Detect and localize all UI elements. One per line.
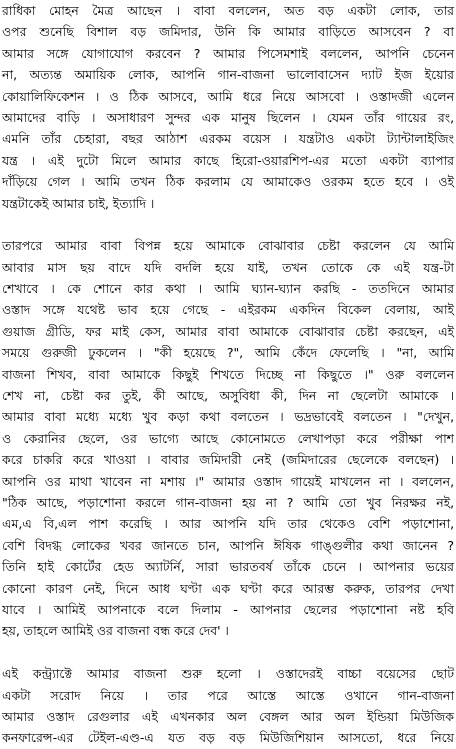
text-line: বাজনা শিখব, বাবা আমাকে কিছুই শিখতে দিচ্ছে না কিছুতে ।" ওরু বললেন bbox=[2, 366, 454, 382]
text-line: আপনি ওর মাথা খাবেন না মশায় ।" আমার ওস্তাদ গায়েই মাখলেন না । বললেন, bbox=[2, 473, 454, 489]
text-line: একটা সরোদ নিয়ে । তার পরে আস্তে আস্তে ওখানে গান-বাজনা bbox=[2, 687, 454, 703]
text-line: কনফারেন্স-এর টেইল-এণ্ড-এ যত বড় বড় মিউজিশিয়ান আসতো, ধরে নিয়ে bbox=[2, 730, 454, 746]
paragraph-1 bbox=[2, 0, 454, 214]
text-line: তারপরে আমার বাবা বিপন্ন হয়ে আমাকে বোঝাবার চেষ্টা করলেন যে আমি bbox=[2, 238, 454, 254]
text-line: আমাদের বাড়ি । অসাধারণ সুন্দর এক মানুষ ছিলেন । যেমন তাঁর গায়ের রং, bbox=[2, 109, 454, 125]
document-page bbox=[2, 0, 454, 746]
text-line: ও কেরানির ছেলে, ওর ভাগ্যে আছে কোনোমতে লেখাপড়া করে পরীক্ষা পাশ bbox=[2, 430, 454, 446]
text-line: যন্ত্রটাকেই আমার চাই, ইত্যাদি । bbox=[2, 195, 155, 211]
text-line: যন্ত্র । এই দুটো মিলে আমার কাছে হিরো-ওয়ারশিপ-এর মতো একটা ব্যাপার bbox=[2, 152, 454, 168]
paragraph-3 bbox=[2, 663, 454, 749]
text-line: আমার ওস্তাদ রেগুলার এই এখনকার অল বেঙ্গল আর অল ইন্ডিয়া মিউজিক bbox=[2, 708, 454, 724]
text-line: ওস্তাদ সঙ্গে যথেষ্ট ভাব হয়ে গেছে - এইরকম একদিন বিকেল বেলায়, আই bbox=[2, 302, 454, 318]
text-line: সময়ে গুরুজী ঢুকলেন । "কী হয়েছে ?", আমি কেঁদে ফেলেছি । "না, আমি bbox=[2, 345, 454, 361]
text-line: এই কন্ট্র্যাক্টে আমার বাজনা শুরু হলো । ওস্তাদেরই বাচ্চা বয়েসের ছোট bbox=[2, 666, 454, 682]
text-line: আবার মাস ছয় বাদে যদি বদলি হয়ে যাই, তখন তোকে কে এই যন্ত্র-টা bbox=[2, 259, 454, 275]
text-line: না, অত্যন্ত অমায়িক লোক, আপনি গান-বাজনা ভালোবাসেন দ্যাট ইজ ইয়োর bbox=[2, 67, 454, 83]
text-line: করে চাকরি করে খাওয়া । বাবার জমিদারী নেই (জমিদারের ছেলেকে বলছেন) । bbox=[2, 452, 454, 468]
text-line: রাধিকা মোহন মৈত্র আছেন । বাবা বললেন, অত বড় একটা লোক, তার bbox=[2, 3, 454, 18]
text-line: ওপর শুনেছি বিশাল বড় জমিদার, উনি কি আমার বাড়িতে আসবেন ? বা bbox=[2, 24, 454, 40]
text-line: কোনো কারণ নেই, দিনে আধ ঘণ্টা এক ঘণ্টা করে আরম্ভ করুক, তারপর দেখা bbox=[2, 580, 454, 596]
paragraph-gap bbox=[2, 642, 454, 663]
text-line: আমার সঙ্গে যোগাযোগ করবেন ? আমার পিসেমশাই বললেন, আপনি চেনেন bbox=[2, 45, 454, 61]
text-line: আমার বাবা মধ্যে মধ্যে খুব কড়া কথা বলতেন । ভদ্রভাবেই বলতেন । "দেখুন, bbox=[2, 409, 454, 425]
text-line: দাঁড়িয়ে গেল । আমি তখন ঠিক করলাম যে আমাকেও ওরকম হতে হবে । ওই bbox=[2, 174, 454, 190]
paragraph-gap bbox=[2, 214, 454, 235]
text-line: এম,এ বি,এল পাশ করেছি । আর আপনি যদি তার থেকেও বেশি পড়াশোনা, bbox=[2, 516, 454, 532]
text-line: এমনি তাঁর চেহারা, বছর আঠাশ এরকম বয়েস । যন্ত্রটাও একটা ট্যান্টালাইজিং bbox=[2, 131, 454, 147]
text-line: তিনি হাই কোর্টের হেড অ্যাটর্নি, সারা ভারতবর্ষ তাঁকে চেনে । আপনার ভয়ের bbox=[2, 559, 454, 575]
text-line: শেখ না, চেষ্টা কর তুই, কী আছে, অসুবিধা কী, দিন না ছেলেটা আমাকে । bbox=[2, 388, 454, 404]
paragraph-2 bbox=[2, 235, 454, 641]
text-line: বেশি বিদগ্ধ লোকের খবর জানতে চান, আপনি ঈষিক গাঙ্গুলীর কথা জানেন ? bbox=[2, 537, 454, 553]
text-line: কোয়ালিফিকেশন । ও ঠিক আসবে, আমি ধরে নিয়ে আসবো । ওস্তাদজী এলেন bbox=[2, 88, 454, 104]
text-line: হয়, তাহলে আমিই ওর বাজনা বন্ধ করে দেব' । bbox=[2, 623, 229, 639]
text-line: গুয়াজ গ্রীডি, ফর মাই কেস, আমার বাবা আমাকে বোঝাবার চেষ্টা করছেন, এই bbox=[2, 323, 454, 339]
text-line: যাবে । আমিই আপনাকে বলে দিলাম - আপনার ছেলের পড়াশোনা নষ্ট হবি bbox=[2, 601, 454, 617]
text-line: শেখাবে । কে শোনে কার কথা । আমি ঘ্যান-ঘ্যান করছি - ততদিনে আমার bbox=[2, 281, 454, 297]
text-line: "ঠিক আছে, পড়াশোনা করলে গান-বাজনা হয় না ? আমি তো খুব নিরক্ষর নই, bbox=[2, 494, 454, 510]
